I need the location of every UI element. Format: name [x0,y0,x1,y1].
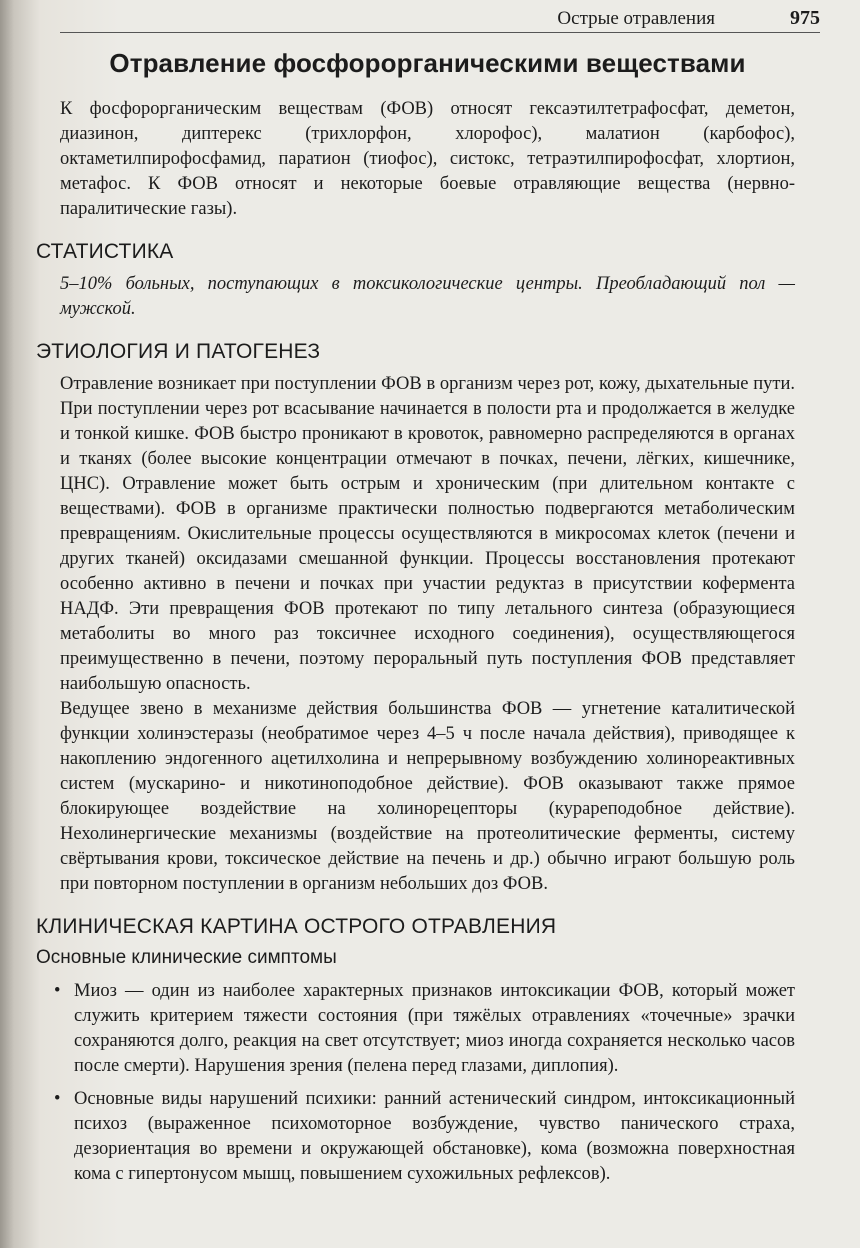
page-content [36,44,795,1195]
etiology-paragraph-2: Ведущее звено в механизме действия большинства ФОВ — угнетение каталитической функции холинэстеразы (необратимое через 4–5 ч после начала действия), приводящее к накоплению эндогенного ацетилхолина и непрерывному возбуждению холинореактивных систем (мускарино- и никотиноподобное действие). ФОВ оказывают также прямое блокирующее воздействие на холинорецепторы (курареподобное действие). Нехолинергические механизмы (воздействие на протеолитические ферменты, систему свёртывания крови, токсическое действие на печень и др.) обычно играют большую роль при повторном поступлении в организм небольших доз ФОВ. [60,699,795,894]
page-number: 975 [790,7,820,29]
section-heading-etiology: ЭТИОЛОГИЯ И ПАТОГЕНЕЗ [36,340,321,363]
article-title: Отравление фосфорорганическими веществами [109,48,746,78]
list-item-text: Основные виды нарушений психики: ранний астенический синдром, интоксикационный психоз (выраженное психомоторное возбуждение, чувство панического страха, дезориентация во времени и окружающей обстановке), кома (возможна поверхностная кома с гипертонусом мышц, повышением сухожильных рефлексов). [74,1089,795,1184]
statistics-paragraph: 5–10% больных, поступающих в токсикологические центры. Преобладающий пол — мужской. [60,274,795,319]
section-heading-clinical: КЛИНИЧЕСКАЯ КАРТИНА ОСТРОГО ОТРАВЛЕНИЯ [36,915,557,938]
bullet-icon: • [54,981,61,1001]
etiology-paragraph-1: Отравление возникает при поступлении ФОВ в организм через рот, кожу, дыхательные пути. При поступлении через рот всасывание начинается в полости рта и продолжается в желудке и тонкой кишке. ФОВ быстро проникают в кровоток, равномерно распределяются в органах и тканях (более высокие концентрации отмечают в почках, печени, лёгких, кишечнике, ЦНС). Отравление может быть острым и хроническим (при длительном контакте с веществами). ФОВ в организме практически полностью подвергаются метаболическим превращениям. Окислительные процессы осуществляются в микросомах клеток (печени и других тканей) оксидазами смешанной функции. Процессы восстановления протекают особенно активно в печени и почках при участии редуктаз в присутствии кофермента НАДФ. Эти превращения ФОВ протекают по типу летального синтеза (образующиеся метаболиты во много раз токсичнее исходного соединения), осуществляющегося преимущественно в печени, поэтому пероральный путь поступления ФОВ представляет наибольшую опасность. [60,374,795,694]
bullet-icon: • [54,1089,61,1109]
list-item [50,1087,795,1187]
symptom-list [50,979,795,1187]
intro-paragraph: К фосфорорганическим веществам (ФОВ) относят гексаэтилтетрафосфат, деметон, диазинон, диптерекс (трихлорфон, хлорофос), малатион (карбофос), октаметилпирофосфамид, паратион (тиофос), систокс, тетраэтилпирофосфат, хлортион, метафос. К ФОВ относят и некоторые боевые отравляющие вещества (нервно-паралитические газы). [60,99,795,219]
running-head [60,6,820,33]
section-heading-statistics: СТАТИСТИКА [36,240,174,263]
subheading-symptoms: Основные клинические симптомы [36,947,337,968]
list-item-text: Миоз — один из наиболее характерных признаков интоксикации ФОВ, который может служить критерием тяжести состояния (при тяжёлых отравлениях «точечные» зрачки сохраняются долго, реакция на свет отсутствует; миоз иногда сохраняется несколько часов после смерти). Нарушения зрения (пелена перед глазами, диплопия). [74,981,795,1076]
list-item [50,979,795,1079]
running-title: Острые отравления [557,8,715,29]
